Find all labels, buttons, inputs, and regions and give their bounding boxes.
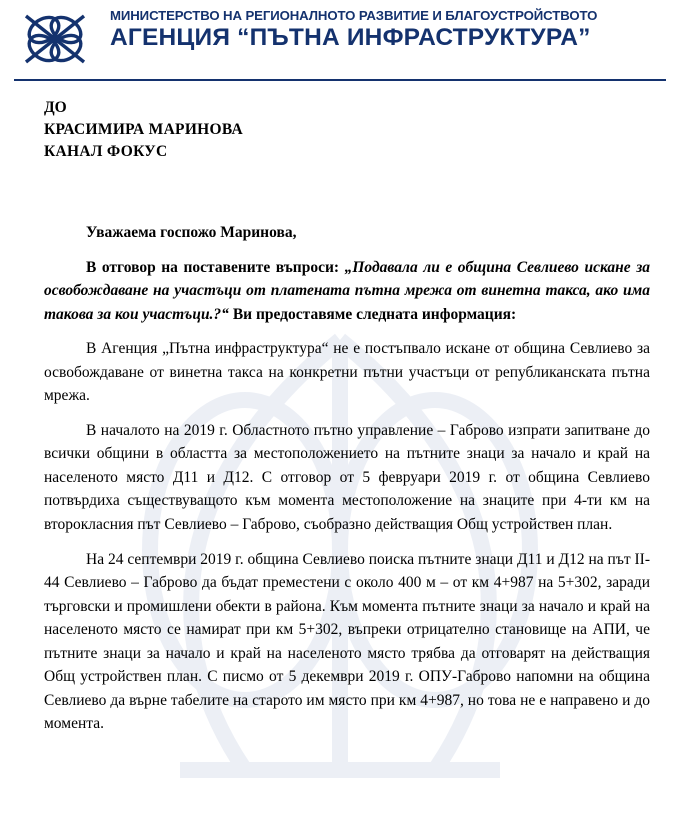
addressee-block — [44, 97, 680, 163]
paragraph-2: В началото на 2019 г. Областното пътно управление – Габрово изпрати запитване до всички общини в областта за местоположението на пътните знаци за начало и край на населеното място Д11 и Д12. С отговор от 5 февруари 2019 г. от община Севлиево потвърдиха съществуващото към момента местоположение на знаците при 4-ти км на второкласния път Севлиево – Габрово, съобразно действащия Общ устройствен план. — [44, 421, 650, 534]
paragraph-3: На 24 септември 2019 г. община Севлиево поиска пътните знаци Д11 и Д12 на път II-44 Севлиево – Габрово да бъдат преместени с около 400 м – от км 4+987 на 5+302, заради търговски и промишлени обекти в района. Към момента пътните знаци за начало и край на населеното място се намират при км 5+302, въпреки отрицателно становище на АПИ, че пътните знаци за начало и край на населеното място трябва да отговарят на действащия Общ устройствен план. С писмо от 5 декември 2019 г. ОПУ-Габрово напомни на община Севлиево да върне табелите на старото им място при км 4+987, но това не е направено и до момента. — [44, 550, 650, 733]
letterhead-divider — [14, 79, 666, 81]
paragraph-1: В Агенция „Пътна инфраструктура“ не е постъпвало искане от община Севлиево за освобождаване от винетна такса на конкретни пътни участъци от републиканската пътна мрежа. — [44, 340, 650, 405]
addressee-organization: КАНАЛ ФОКУС — [44, 143, 168, 160]
intro-quoted-question: „Подавала ли е община Севлиево искане за освобождаване на участъци от платената пътна мрежа от винетна такса, ако има такова за кои участъци.?“ — [44, 258, 651, 323]
addressee-name: КРАСИМИРА МАРИНОВА — [44, 121, 244, 138]
api-road-infrastructure-logo-icon — [14, 10, 106, 73]
letterhead — [0, 0, 680, 73]
intro-lead: В отговор на поставените въпроси: — [86, 258, 340, 276]
letterhead-text — [106, 8, 666, 52]
intro-tail: Ви предоставяме следната информация: — [232, 305, 517, 323]
salutation: Уважаема госпожо Маринова, — [86, 224, 297, 241]
ministry-title: МИНИСТЕРСТВО НА РЕГИОНАЛНОТО РАЗВИТИЕ И БЛАГОУСТРОЙСТВОТО — [110, 8, 598, 23]
letter-body — [44, 221, 650, 736]
agency-title: АГЕНЦИЯ “ПЪТНА ИНФРАСТРУКТУРА” — [110, 24, 591, 51]
addressee-to-label: ДО — [44, 99, 67, 116]
intro-paragraph — [44, 256, 650, 327]
